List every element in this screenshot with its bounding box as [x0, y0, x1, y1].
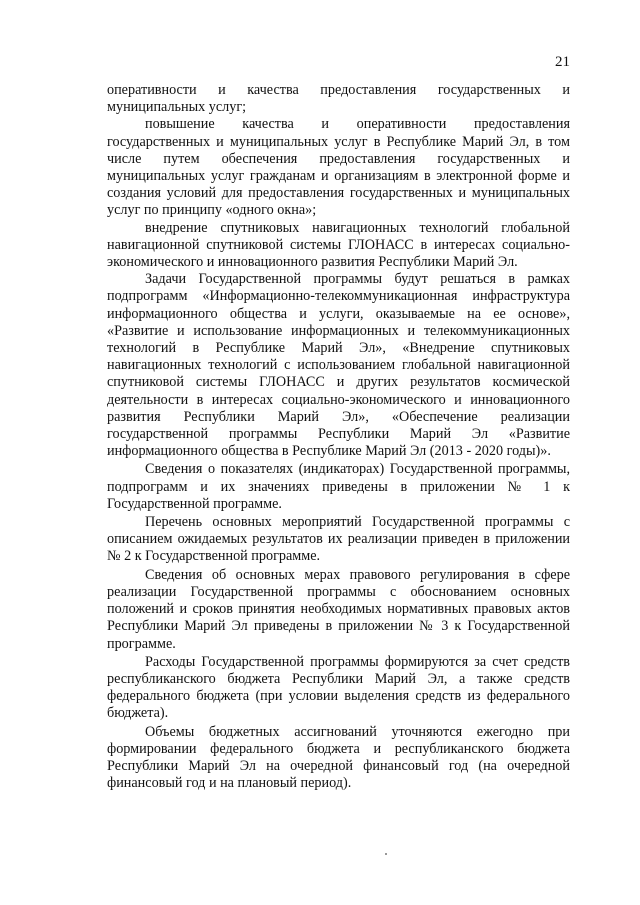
paragraph-quality-improvement: повышение качества и оперативности предоставления государственных и муниципальных услуг в Республике Марий Эл, в том числе путем обеспечения предоставления государственных и муниципальных услуг гражданам и организациям в электронной форме и создания условий для предоставления государственных и муниципальных услуг по принципу «одного окна»;: [107, 116, 570, 219]
paragraph-program-tasks: Задачи Государственной программы будут решаться в рамках подпрограмм «Информационно-телекоммуникационная инфраструктура информационного общества и услуги, оказываемые на ее основе», «Развитие и использование информационных и телекоммуникационных технологий в Республике Марий Эл», «Внедрение спутниковых навигационных технологий с использованием глобальной навигационной спутниковой системы ГЛОНАСС и других результатов космической деятельности в интересах социально-экономического и инновационного развития Республики Марий Эл», «Обеспечение реализации государственной программы Республики Марий Эл «Развитие информационного общества в Республике Марий Эл (2013 - 2020 годы)».: [107, 271, 570, 460]
page-number: 21: [555, 54, 570, 70]
scan-dot-mark: [385, 853, 387, 855]
paragraph-program-expenses: Расходы Государственной программы формируются за счет средств республиканского бюджета Республики Марий Эл, а также средств федерального бюджета (при условии выделения средств из федерального бюджета).: [107, 653, 570, 722]
paragraph-glonass-implementation: внедрение спутниковых навигационных технологий глобальной навигационной спутниковой системы ГЛОНАСС в интересах социально-экономического и инновационного развития Республики Марий Эл.: [107, 219, 570, 271]
paragraph-continuation: оперативности и качества предоставления государственных и муниципальных услуг;: [107, 82, 570, 116]
paragraph-indicators-info: Сведения о показателях (индикаторах) Государственной программы, подпрограмм и их значениях приведены в приложении № 1 к Государственной программе.: [107, 461, 570, 512]
document-body: [107, 82, 570, 792]
paragraph-budget-allocations: Объемы бюджетных ассигнований уточняются ежегодно при формировании федерального бюджета и республиканского бюджета Республики Марий Эл на очередной финансовый год (на очередной финансовый год и на плановый период).: [107, 723, 570, 792]
paragraph-legal-regulation: Сведения об основных мерах правового регулирования в сфере реализации Государственной программы с обоснованием основных положений и сроков принятия необходимых нормативных правовых актов Республики Марий Эл приведены в приложении № 3 к Государственной программе.: [107, 566, 570, 652]
paragraph-main-activities: Перечень основных мероприятий Государственной программы с описанием ожидаемых результатов их реализации приведен в приложении № 2 к Государственной программе.: [107, 514, 570, 565]
